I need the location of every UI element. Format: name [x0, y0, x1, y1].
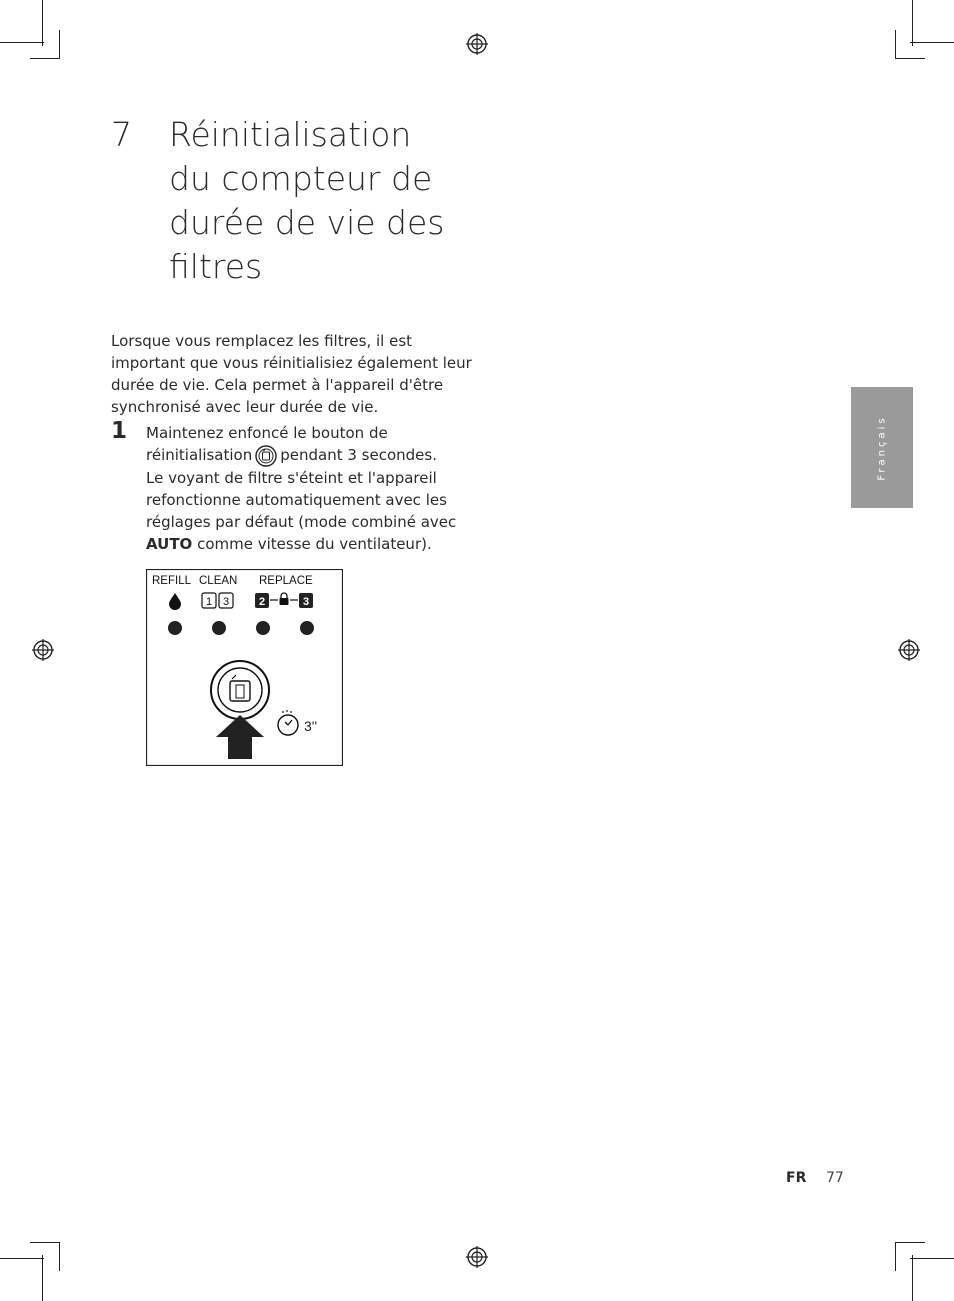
crop-mark — [0, 42, 44, 43]
step-line: refonctionne automatiquement avec les — [146, 490, 447, 509]
step-line — [146, 533, 446, 555]
registration-mark-icon — [898, 639, 920, 661]
clean-code: 1 — [205, 596, 213, 608]
page-number: 77 — [826, 1170, 844, 1186]
chapter-title-line: filtres — [169, 247, 263, 286]
step-line: réglages par défaut (mode combiné avec — [146, 512, 457, 531]
step-number: 1 — [111, 418, 128, 444]
clean-code: 3 — [222, 596, 230, 608]
step-line — [146, 444, 446, 467]
label-clean: CLEAN — [199, 575, 238, 587]
replace-code: 2 — [258, 596, 266, 608]
indicator-light — [212, 621, 226, 635]
step-text-rest: comme vitesse du ventilateur). — [192, 534, 432, 553]
step-line: Le voyant de filtre s'éteint et l'appareil — [146, 468, 437, 487]
registration-mark-icon — [466, 33, 488, 55]
indicator-light — [168, 621, 182, 635]
chapter-title-line: Réinitialisation — [169, 115, 412, 154]
crop-mark — [42, 1255, 43, 1301]
crop-mark — [0, 1258, 44, 1259]
control-panel-illustration — [146, 569, 343, 766]
intro-line: durée de vie. Cela permet à l'appareil d'être — [111, 376, 444, 394]
crop-mark — [912, 1255, 913, 1301]
label-refill: REFILL — [152, 575, 191, 587]
step-line: Maintenez enfoncé le bouton de — [146, 424, 388, 442]
reset-button-icon — [211, 661, 269, 719]
indicator-light — [256, 621, 270, 635]
language-tab — [851, 387, 913, 508]
crop-mark — [59, 30, 60, 59]
language-tab-label: Français — [876, 414, 888, 481]
crop-mark — [910, 1258, 954, 1259]
indicator-light — [300, 621, 314, 635]
footer-language: FR — [786, 1170, 807, 1186]
crop-mark — [59, 1242, 60, 1271]
step-text-before-icon: réinitialisation — [146, 446, 253, 464]
crop-mark — [30, 58, 60, 59]
intro-line: Lorsque vous remplacez les filtres, il est — [111, 332, 413, 350]
crop-mark — [895, 1242, 896, 1271]
crop-mark — [895, 30, 896, 59]
registration-mark-icon — [466, 1246, 488, 1268]
crop-mark — [895, 58, 925, 59]
intro-paragraph — [111, 330, 472, 418]
replace-code: 3 — [302, 596, 310, 608]
reset-button-icon — [254, 445, 278, 467]
crop-mark — [895, 1242, 925, 1243]
step-text-after-icon: pendant 3 secondes. — [280, 446, 437, 464]
step-instructions — [146, 422, 457, 555]
chapter-title — [169, 113, 469, 289]
intro-line: synchronisé avec leur durée de vie. — [111, 398, 379, 416]
crop-mark — [912, 0, 913, 46]
auto-mode-label: AUTO — [146, 534, 193, 553]
label-replace: REPLACE — [259, 575, 313, 587]
crop-mark — [30, 1242, 60, 1243]
chapter-number: 7 — [111, 115, 132, 154]
timer-label: 3'' — [304, 718, 318, 734]
crop-mark — [910, 42, 954, 43]
chapter-title-line: durée de vie des — [169, 203, 445, 242]
chapter-title-line: du compteur de — [169, 159, 433, 198]
intro-line: important que vous réinitialisiez également leur — [111, 354, 472, 372]
registration-mark-icon — [32, 639, 54, 661]
crop-mark — [42, 0, 43, 46]
